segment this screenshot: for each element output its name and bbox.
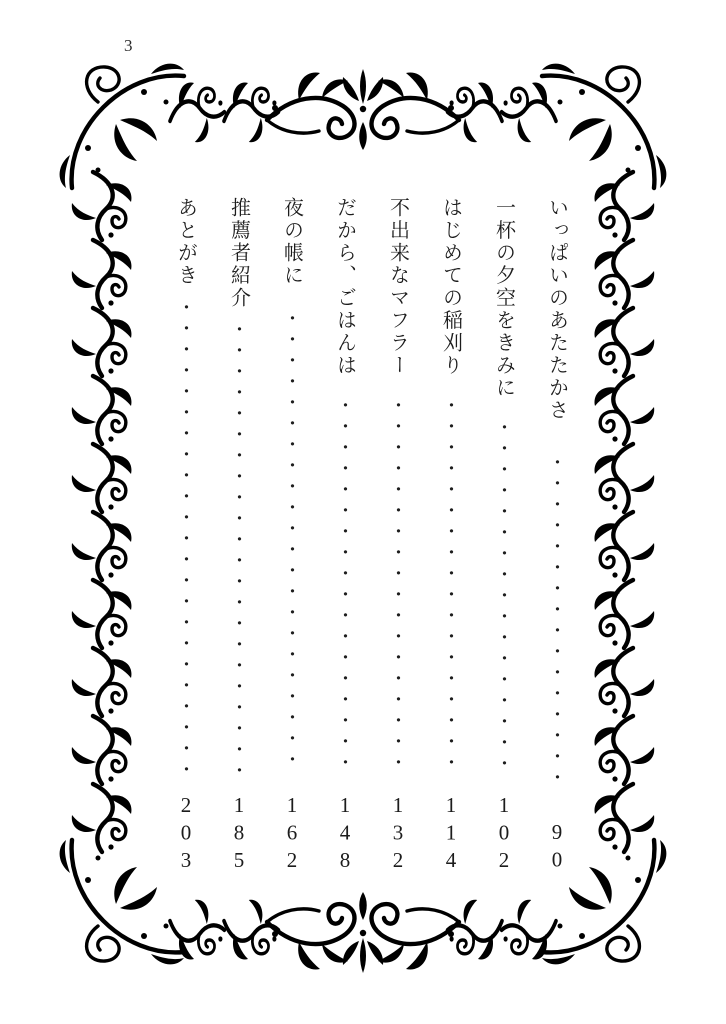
toc-entry [281, 197, 302, 875]
page-number: 3 [124, 36, 134, 55]
toc-entry-title: はじめての稲刈り [439, 197, 462, 377]
toc-entry-title: あとがき [174, 197, 197, 287]
toc-entry-title: 一杯の夕空をきみに [492, 197, 515, 400]
toc-leader-dots: ・・・・・・・・・・・・・・・・・ [493, 417, 514, 775]
toc-entry-page: 132 [386, 792, 410, 875]
toc-entry [387, 197, 408, 875]
toc-entry-title: 不出来なマフラー [386, 197, 409, 377]
table-of-contents [143, 197, 567, 875]
toc-entry-page: 203 [174, 792, 198, 875]
toc-entry [493, 197, 514, 875]
toc-entry-page: 90 [545, 820, 569, 875]
toc-entry-page: 162 [280, 792, 304, 875]
toc-entry [546, 197, 567, 875]
toc-leader-dots: ・・・・・・・・・・・・・・・・・・ [387, 395, 408, 774]
toc-leader-dots: ・・・・・・・・・・・・・・・・・・ [440, 395, 461, 774]
toc-entry-page: 114 [439, 792, 463, 875]
toc-leader-dots: ・・・・・・・・・・・・・・・・・・・・・・・ [175, 298, 196, 782]
toc-entry [228, 197, 249, 875]
toc-entry-title: いっぱいのあたたかさ [545, 197, 568, 422]
toc-entry [175, 197, 196, 875]
toc-leader-dots: ・・・・・・・・・・・・・・・・・・・・・・ [281, 308, 302, 771]
toc-entry-page: 148 [333, 792, 357, 875]
toc-entry-title: 推薦者紹介 [227, 197, 250, 310]
toc-entry-title: だから、ごはんは [333, 197, 356, 377]
toc-entry-title: 夜の帳に [280, 197, 303, 287]
toc-entry [440, 197, 461, 875]
toc-entry-page: 185 [227, 792, 251, 875]
toc-entry [334, 197, 355, 875]
toc-leader-dots: ・・・・・・・・・・・・・・・・・・ [334, 395, 355, 774]
toc-leader-dots: ・・・・・・・・・・・・・・・・ [546, 453, 567, 789]
toc-leader-dots: ・・・・・・・・・・・・・・・・・・・・・・ [228, 320, 249, 782]
toc-entry-page: 102 [492, 792, 516, 875]
